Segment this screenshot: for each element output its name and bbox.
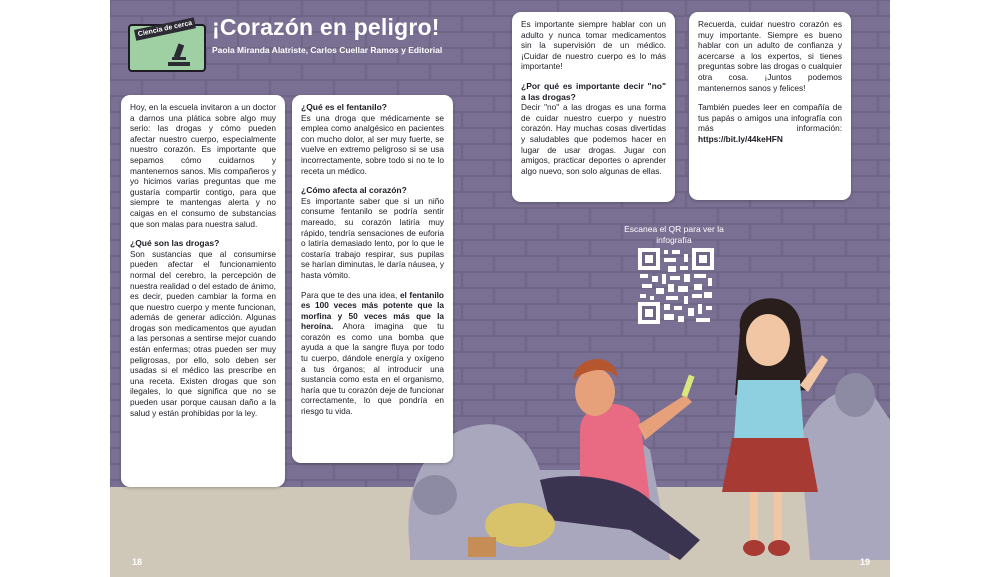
idea-pre: Para que te des una idea,: [301, 289, 400, 300]
heading-say-no: ¿Por qué es importante decir "no" a las drogas?: [521, 80, 666, 102]
more-info-paragraph: [698, 102, 842, 144]
grey-figure-head: [413, 475, 457, 515]
girl-shirt: [734, 380, 804, 440]
page-number-left-text: 18: [132, 557, 143, 567]
qr-code[interactable]: [638, 248, 714, 324]
idea-paragraph: [301, 290, 444, 417]
effect-paragraph: Es importante saber que si un niño consume fentanilo se podría sentir mareado, su corazón latiría muy rápido, tendría sensaciones de euforia o latiría demasiado lento, por lo que le costaría trabajo respirar, sus pupilas se harían diminutas, le daría náusea, y hasta vómito.: [301, 195, 444, 280]
idea-bold: el fentanilo es 100 veces más potente que la morfina y 50 veces más que la heroína.: [301, 289, 444, 332]
fentanyl-paragraph: Es una droga que médicamente se emplea como analgésico en pacientes con mucho dolor, al ser muy fuerte, se vuelve en extremo peligroso si se usa incorrectamente, sobre todo si no te lo receta un médico.: [301, 112, 444, 176]
heading-heart-effect: ¿Cómo afecta al corazón?: [301, 185, 407, 196]
more-info-text: También puedes leer en compañía de tus papás o amigos una infografía con más información:: [698, 102, 842, 134]
heading-fentanyl: ¿Qué es el fentanilo?: [301, 102, 387, 112]
text-panel-3: [512, 12, 675, 202]
girl-head: [746, 314, 790, 366]
page-title: ¡Corazón en peligro!: [212, 14, 440, 40]
page-number-right-text: 19: [860, 557, 871, 567]
box: [468, 537, 496, 557]
say-no-paragraph: Decir "no" a las drogas es una forma de cuidar nuestro cuerpo y nuestro corazón. Hay muchas cosas divertidas y saludables que podemos hacer en lugar de usar drogas. Jugar con amigos, practicar deportes o aprender algo nuevo, son solo algunas de ellas.: [521, 102, 666, 176]
page-number-right: [860, 557, 870, 567]
girl-skirt: [722, 438, 818, 492]
authors-line: Paola Miranda Alatriste, Carlos Cuellar Ramos y Editorial: [212, 45, 443, 55]
idea-post: Ahora imagina que tu corazón es como una bomba que ayuda a que la sangre fluya por todo tu cuerpo, dándole energía y oxígeno a tus órganos; al introducir una sustancia como esta en el organismo, haría que tu corazón deje de funcionar correctamente, lo que pondría en riesgo tu vida.: [301, 321, 444, 417]
man-arm: [638, 395, 692, 440]
drugs-paragraph: Son sustancias que al consumirse pueden afectar el funcionamiento normal del cerebro, la percepción de nuestra realidad o del estado de ánimo, es decir, pueden cambiar la forma en que nuestro cuerpo y mente funcionan, además de generar adicción. Algunas drogas son medicamentos que ayudan a las personas a sentirse mejor cuando están enfermas; otras pueden ser muy peligrosas, por ello, solo deben ser usadas si el médico las prescribe en una receta. Existen drogas que son ilegales, lo que significa que no se pueden usar porque causan daño a la salud y están prohibidas por la ley.: [130, 248, 276, 418]
page-number-left: [132, 557, 142, 567]
infographic-link[interactable]: https://bit.ly/44keHFN: [698, 133, 783, 144]
section-badge-label: Ciencia de cerca: [134, 17, 196, 40]
text-panel-2: [292, 95, 453, 463]
text-panel-4: [689, 12, 851, 200]
text-panel-1: [121, 95, 285, 487]
microscope-icon: [164, 40, 194, 68]
section-badge: [128, 19, 206, 72]
intro-paragraph: Hoy, en la escuela invitaron a un doctor a darnos una plática sobre algo muy serio: las drogas y cómo pueden afectar nuestro cuerpo, especialmente nuestro corazón. Es importante que sepamos cómo cuidarnos y mantenernos sanos. Mis compañeros y yo hicimos varias preguntas que me gustaría compartir contigo, para que siempre te mantengas alerta y no caigas en el consumo de substancias que son malas para nuestra salud.: [130, 102, 276, 229]
qr-caption: Escanea el QR para ver la infografía: [624, 224, 724, 245]
man-head: [575, 368, 615, 416]
heading-what-are-drugs: ¿Qué son las drogas?: [130, 238, 220, 249]
grey-figure-head-right: [835, 373, 875, 417]
advice-paragraph: Es importante siempre hablar con un adulto y nunca tomar medicamentos sin la supervisión de un médico. ¡Cuidar de nuestro cuerpo es lo más importante!: [521, 19, 666, 72]
remember-paragraph: Recuerda, cuidar nuestro corazón es muy importante. Siempre es bueno hablar con un adulto de confianza y acercarse a los expertos, si tienes preguntas sobre las drogas o cualquier otra cosa. ¡Juntos podemos mantenernos sanos y felices!: [698, 19, 842, 93]
